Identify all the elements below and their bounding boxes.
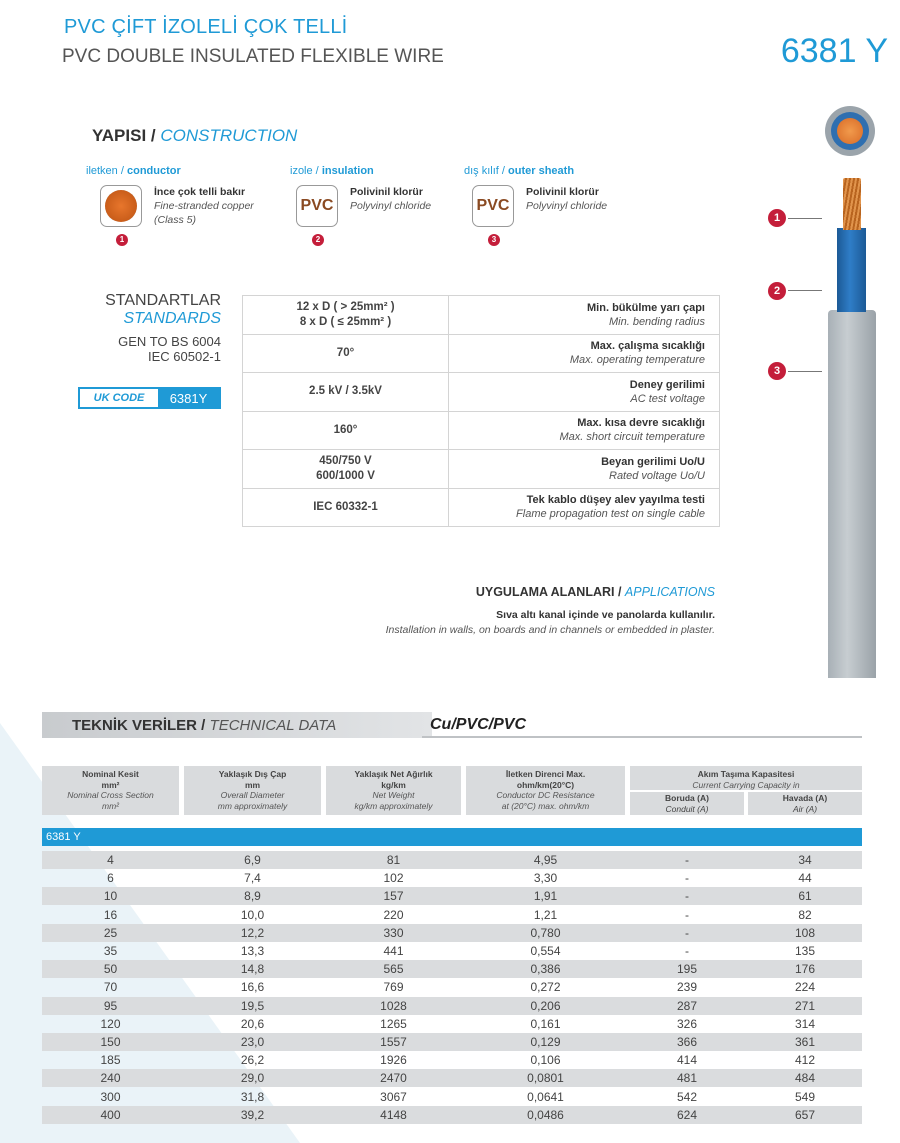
table-cell: 6,9: [244, 853, 261, 867]
table-row: [42, 978, 862, 996]
column-header-air: Havada (A) Air (A): [748, 792, 862, 815]
table-row: [42, 869, 862, 887]
table-cell: 314: [794, 1016, 816, 1031]
table-cell: 70: [103, 980, 118, 995]
property-row: [243, 450, 720, 489]
cable-conductor-image: [843, 178, 861, 230]
column-header-diameter: Yaklaşık Dış Çap mm Overall Diameter mm approximately: [184, 766, 321, 815]
table-cell: 4148: [380, 1107, 407, 1122]
applications-text-en: Installation in walls, on boards and in channels or embedded in plaster.: [385, 624, 715, 636]
table-cell: 0,780: [530, 925, 561, 940]
table-cell: 6: [107, 871, 114, 886]
table-group-bar: 6381 Y: [42, 828, 862, 846]
standard-ref: GEN TO BS 6004: [118, 334, 221, 349]
callout-leader: [788, 290, 822, 291]
table-cell: 2470: [380, 1071, 407, 1086]
standards-heading-en: STANDARDS: [123, 310, 221, 327]
property-row: [243, 411, 720, 450]
property-description: Beyan gerilimi Uo/U Rated voltage Uo/U: [449, 450, 720, 489]
table-cell: 0,554: [530, 944, 561, 958]
table-cell: 176: [794, 962, 816, 977]
table-cell: 549: [794, 1089, 816, 1104]
property-description: Deney gerilimi AC test voltage: [449, 373, 720, 412]
table-cell: 1,21: [533, 907, 558, 922]
table-cell: 366: [676, 1035, 698, 1049]
table-cell: 50: [103, 962, 118, 977]
table-cell: -: [685, 907, 689, 922]
component-text-tr: Polivinil klorür: [526, 186, 599, 198]
property-value: 12 x D ( > 25mm² ) 8 x D ( ≤ 25mm² ): [243, 296, 449, 335]
table-cell: 10: [103, 889, 118, 904]
table-cell: 400: [100, 1107, 121, 1122]
table-cell: -: [685, 925, 689, 940]
table-cell: 12,2: [240, 925, 265, 940]
page-title-en: PVC DOUBLE INSULATED FLEXIBLE WIRE: [62, 46, 444, 67]
column-header-cross-section: Nominal Kesit mm² Nominal Cross Section mm²: [42, 766, 179, 815]
table-cell: 0,0486: [527, 1107, 564, 1122]
component-heading: izole / insulation: [290, 165, 374, 177]
property-row: [243, 334, 720, 373]
table-row: [42, 960, 862, 978]
table-cell: 157: [383, 889, 404, 904]
cable-insulation-image: [837, 228, 866, 312]
table-cell: 108: [794, 925, 816, 940]
applications-text-tr: Sıva altı kanal içinde ve panolarda kullanılır.: [496, 609, 715, 621]
technical-heading-tr: TEKNİK VERİLER /: [72, 717, 206, 734]
table-cell: 326: [676, 1016, 698, 1031]
table-cell: 8,9: [244, 889, 261, 904]
table-cell: 81: [386, 853, 401, 867]
table-row: [42, 1051, 862, 1069]
applications-heading-en: APPLICATIONS: [624, 585, 715, 599]
table-cell: 16,6: [240, 980, 265, 995]
table-cell: 82: [798, 907, 812, 922]
property-value: 70°: [243, 334, 449, 373]
table-cell: 565: [383, 962, 404, 977]
table-row: [42, 1015, 862, 1033]
table-cell: 0,272: [530, 980, 561, 995]
property-description: Tek kablo düşey alev yayılma testi Flame propagation test on single cable: [449, 488, 720, 527]
component-outer-sheath: [464, 165, 608, 244]
standards-heading-tr: STANDARTLAR: [105, 292, 221, 309]
table-cell: 13,3: [240, 944, 265, 958]
table-cell: 330: [383, 925, 404, 940]
table-cell: 624: [676, 1107, 698, 1122]
table-cell: -: [685, 889, 689, 904]
table-cell: 120: [100, 1016, 121, 1031]
uk-code-label: UK CODE: [80, 389, 158, 407]
table-row: [42, 997, 862, 1015]
table-cell: 7,4: [244, 871, 261, 886]
table-cell: 150: [100, 1035, 121, 1049]
callout-badge: 2: [312, 234, 324, 246]
component-text-en2: (Class 5): [154, 214, 197, 226]
table-cell: 34: [798, 853, 812, 867]
table-cell: 0,129: [530, 1035, 561, 1049]
column-header-conduit: Boruda (A) Conduit (A): [630, 792, 744, 815]
table-row: [42, 942, 862, 960]
property-description: Max. çalışma sıcaklığı Max. operating temperature: [449, 334, 720, 373]
table-cell: 95: [103, 998, 118, 1013]
table-row: [42, 1033, 862, 1051]
technical-data-header: [42, 712, 862, 740]
callout-1: 1: [768, 209, 786, 227]
material-label: Cu/PVC/PVC: [430, 716, 527, 733]
table-cell: -: [685, 871, 689, 886]
construction-heading: [92, 126, 297, 146]
standard-ref: IEC 60502-1: [148, 349, 221, 364]
table-cell: 1926: [380, 1053, 407, 1068]
cable-cross-section-icon: [825, 106, 875, 156]
table-cell: 0,106: [530, 1053, 561, 1068]
table-cell: 39,2: [240, 1107, 265, 1122]
construction-heading-tr: YAPISI /: [92, 126, 156, 145]
table-cell: 0,206: [530, 998, 561, 1013]
table-cell: 31,8: [240, 1089, 265, 1104]
table-cell: 481: [676, 1071, 698, 1086]
table-cell: 361: [794, 1035, 816, 1049]
technical-heading-en: TECHNICAL DATA: [209, 717, 337, 734]
table-cell: 769: [383, 980, 404, 995]
table-cell: 135: [794, 944, 816, 958]
table-cell: 239: [676, 980, 698, 995]
table-cell: 0,0801: [527, 1071, 564, 1086]
table-cell: 300: [100, 1089, 121, 1104]
property-row: [243, 373, 720, 412]
table-cell: 287: [676, 998, 698, 1013]
table-cell: 0,386: [530, 962, 561, 977]
construction-heading-en: CONSTRUCTION: [160, 126, 298, 145]
property-row: [243, 296, 720, 335]
table-cell: 20,6: [240, 1016, 265, 1031]
table-cell: 61: [798, 889, 812, 904]
property-value: 2.5 kV / 3.5kV: [243, 373, 449, 412]
component-text-en: Polyvinyl chloride: [526, 200, 608, 212]
table-cell: 185: [100, 1053, 121, 1068]
table-cell: 16: [103, 907, 118, 922]
property-value: 450/750 V 600/1000 V: [243, 450, 449, 489]
table-cell: 10,0: [240, 907, 265, 922]
table-cell: 657: [794, 1107, 816, 1122]
table-row: [42, 851, 862, 869]
callout-badge: 1: [116, 234, 128, 246]
table-cell: 271: [794, 998, 816, 1013]
callout-leader: [788, 371, 822, 372]
table-row: [42, 924, 862, 942]
table-row: [42, 1088, 862, 1106]
table-cell: -: [685, 853, 689, 867]
table-cell: 412: [794, 1053, 816, 1068]
property-value: 160°: [243, 411, 449, 450]
table-cell: 26,2: [240, 1053, 265, 1068]
component-text-en: Polyvinyl chloride: [350, 200, 432, 212]
table-cell: 195: [676, 962, 698, 977]
table-cell: 414: [676, 1053, 698, 1068]
table-cell: 19,5: [240, 998, 265, 1013]
table-row: [42, 1106, 862, 1124]
pvc-icon: PVC 2: [296, 185, 338, 227]
property-value: IEC 60332-1: [243, 488, 449, 527]
component-insulation: [290, 165, 432, 244]
uk-code-badge: [78, 387, 221, 409]
product-code: 6381 Y: [780, 32, 888, 70]
table-cell: 44: [798, 871, 812, 886]
copper-core-icon: [100, 185, 142, 244]
column-header-capacity: Akım Taşıma Kapasitesi Current Carrying Capacity in: [630, 766, 862, 790]
table-cell: 0,0641: [527, 1089, 564, 1104]
table-cell: 1557: [380, 1035, 407, 1049]
component-heading: dış kılıf / outer sheath: [464, 165, 575, 177]
callout-3: 3: [768, 362, 786, 380]
component-text-tr: Polivinil klorür: [350, 186, 423, 198]
properties-table: [242, 295, 720, 527]
table-cell: 4,95: [533, 853, 558, 867]
pvc-icon: PVC 3: [472, 185, 514, 227]
page-title-tr: PVC ÇİFT İZOLELİ ÇOK TELLİ: [64, 16, 348, 38]
property-row: [243, 488, 720, 527]
applications-block: [300, 585, 715, 636]
component-conductor: [86, 165, 254, 244]
callout-leader: [788, 218, 822, 219]
table-cell: 224: [794, 980, 816, 995]
table-row: [42, 1069, 862, 1087]
table-cell: 3067: [380, 1089, 407, 1104]
table-cell: 220: [383, 907, 404, 922]
table-cell: 3,30: [533, 871, 558, 886]
standards-block: [78, 292, 221, 364]
table-cell: 14,8: [240, 962, 265, 977]
uk-code-value: 6381Y: [158, 389, 219, 407]
table-cell: 1,91: [533, 889, 558, 904]
table-cell: 29,0: [240, 1071, 265, 1086]
table-cell: 542: [676, 1089, 698, 1104]
table-cell: 484: [794, 1071, 816, 1086]
column-header-weight: Yaklaşık Net Ağırlık kg/km Net Weight kg/km approximately: [326, 766, 461, 815]
component-heading: iletken / conductor: [86, 165, 181, 177]
property-description: Max. kısa devre sıcaklığı Max. short circuit temperature: [449, 411, 720, 450]
component-text-en: Fine-stranded copper: [154, 200, 254, 212]
callout-2: 2: [768, 282, 786, 300]
table-cell: 441: [383, 944, 404, 958]
table-cell: 102: [383, 871, 404, 886]
table-cell: 240: [100, 1071, 121, 1086]
column-header-resistance: İletken Direnci Max. ohm/km(20°C) Conductor DC Resistance at (20°C) max. ohm/km: [466, 766, 625, 815]
table-row: [42, 906, 862, 924]
applications-heading-tr: UYGULAMA ALANLARI /: [475, 585, 622, 599]
table-row: [42, 887, 862, 905]
cable-outer-sheath-image: [828, 310, 876, 678]
table-cell: 25: [103, 925, 118, 940]
component-text-tr: İnce çok telli bakır: [154, 186, 246, 198]
property-description: Min. bükülme yarı çapı Min. bending radius: [449, 296, 720, 335]
table-cell: 0,161: [530, 1016, 561, 1031]
table-cell: -: [685, 944, 689, 958]
callout-badge: 3: [488, 234, 500, 246]
table-cell: 4: [107, 853, 114, 867]
table-cell: 1265: [380, 1016, 407, 1031]
table-cell: 1028: [380, 998, 407, 1013]
table-cell: 23,0: [240, 1035, 265, 1049]
table-cell: 35: [103, 944, 118, 958]
